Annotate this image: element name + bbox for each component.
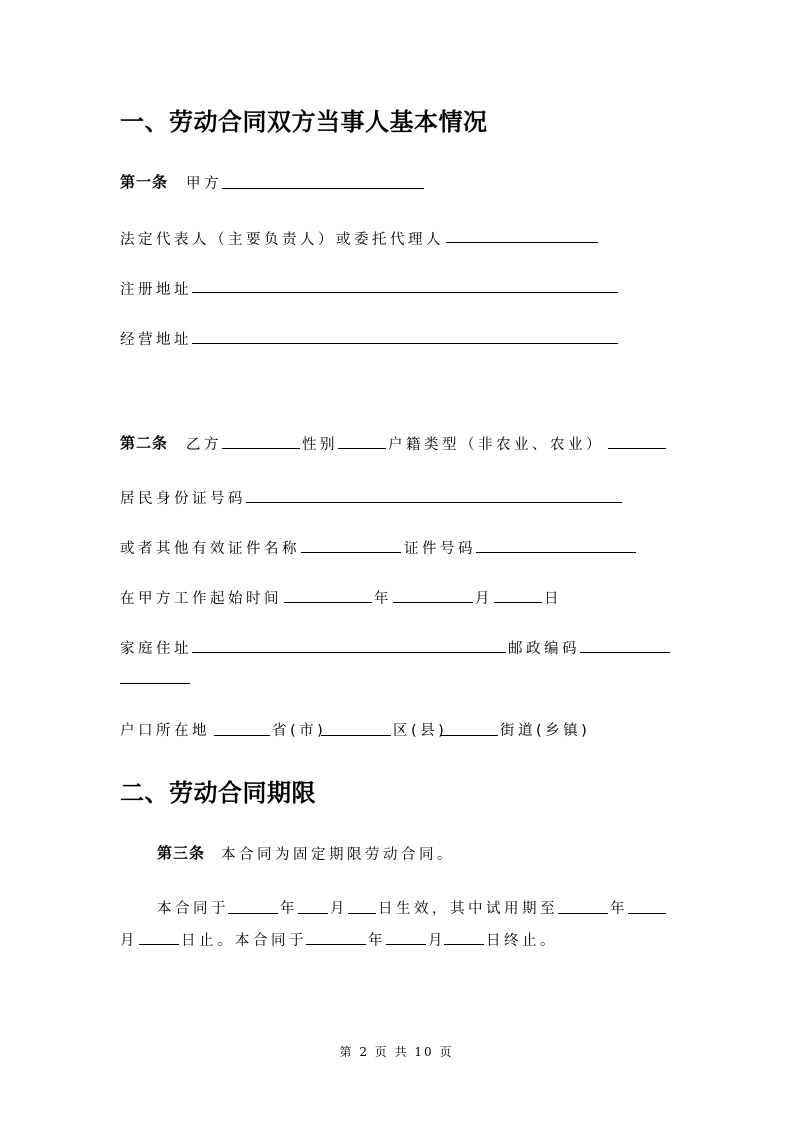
hukou-province-field[interactable]	[214, 735, 270, 736]
party-a-field[interactable]	[222, 188, 424, 189]
home-address-field[interactable]	[192, 652, 506, 653]
terminate-label: 日终止。	[486, 933, 558, 949]
term-end-month-field[interactable]	[386, 944, 426, 945]
term-end-month-label: 月	[428, 933, 446, 949]
start-month-field[interactable]	[393, 602, 473, 603]
cert-number-field[interactable]	[476, 552, 636, 553]
gender-field[interactable]	[338, 448, 386, 449]
id-number-field[interactable]	[246, 502, 622, 503]
province-label: 省(市)	[272, 723, 327, 739]
postcode-field[interactable]	[580, 652, 670, 653]
household-type-label: 户籍类型（非农业、农业）	[388, 437, 604, 453]
other-cert-name-field[interactable]	[301, 552, 401, 553]
district-label: 区(县)	[393, 723, 448, 739]
party-b-field[interactable]	[222, 448, 300, 449]
biz-address-field[interactable]	[192, 343, 618, 344]
start-work-label: 在甲方工作起始时间	[120, 591, 282, 607]
probation-year-label: 年	[610, 901, 628, 917]
section-2-title: 二、劳动合同期限	[120, 779, 316, 807]
term-end-year-label: 年	[368, 933, 386, 949]
id-number-label: 居民身份证号码	[120, 491, 246, 507]
probation-month-field[interactable]	[628, 913, 666, 914]
article-3-label: 第三条	[157, 844, 206, 862]
party-a-label: 甲方	[186, 176, 222, 192]
start-day-label: 日	[544, 591, 562, 607]
article-3-text: 本合同为固定期限劳动合同。	[221, 847, 455, 863]
term-start-month-field[interactable]	[298, 913, 328, 914]
start-year-field[interactable]	[284, 602, 372, 603]
probation-year-field[interactable]	[558, 913, 608, 914]
article-1-label: 第一条	[120, 173, 169, 191]
gender-label: 性别	[302, 437, 338, 453]
term-end-day-field[interactable]	[444, 944, 484, 945]
reg-address-label: 注册地址	[120, 282, 192, 298]
postcode-field-continued[interactable]	[120, 683, 190, 684]
representative-label: 法定代表人（主要负责人）或委托代理人	[120, 232, 444, 248]
effective-label: 日生效，其中试用期至	[378, 901, 558, 917]
other-cert-name-label: 或者其他有效证件名称	[120, 541, 300, 557]
term-start-year-label: 年	[280, 901, 298, 917]
cert-number-label: 证件号码	[404, 541, 476, 557]
hukou-street-field[interactable]	[440, 735, 498, 736]
probation-day-field[interactable]	[139, 944, 179, 945]
term-start-label: 本合同于	[157, 901, 229, 917]
probation-month-label: 月	[120, 933, 138, 949]
street-label: 街道(乡镇)	[500, 723, 591, 739]
hukou-district-field[interactable]	[321, 735, 391, 736]
term-start-year-field[interactable]	[228, 913, 278, 914]
hukou-label: 户口所在地	[120, 723, 210, 739]
household-type-field[interactable]	[608, 448, 666, 449]
biz-address-label: 经营地址	[120, 332, 192, 348]
section-1-title: 一、劳动合同双方当事人基本情况	[120, 108, 488, 136]
home-address-label: 家庭住址	[120, 641, 192, 657]
start-month-label: 月	[475, 591, 493, 607]
article-2-label: 第二条	[120, 434, 169, 452]
postcode-label: 邮政编码	[508, 641, 580, 657]
term-end-year-field[interactable]	[306, 944, 366, 945]
term-start-day-field[interactable]	[348, 913, 376, 914]
start-year-label: 年	[374, 591, 392, 607]
representative-field[interactable]	[446, 242, 598, 243]
term-start-month-label: 月	[330, 901, 348, 917]
party-b-label: 乙方	[186, 437, 222, 453]
start-day-field[interactable]	[494, 602, 542, 603]
page-number: 第 2 页 共 10 页	[339, 1045, 454, 1059]
day-end-label: 日止。本合同于	[181, 933, 307, 949]
reg-address-field[interactable]	[192, 292, 618, 293]
